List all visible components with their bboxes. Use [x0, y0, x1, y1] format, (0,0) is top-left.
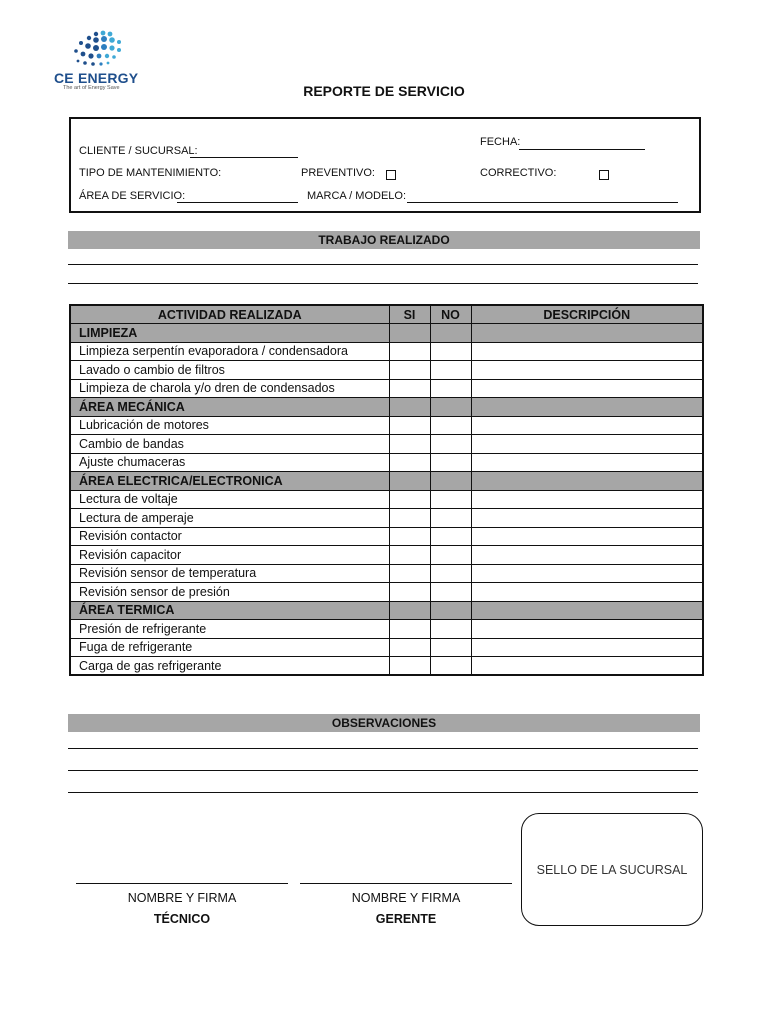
descripcion-cell[interactable] — [471, 361, 703, 380]
activity-table — [69, 304, 704, 676]
activity-cell: Ajuste chumaceras — [70, 453, 389, 472]
si-cell[interactable] — [389, 342, 430, 361]
no-cell — [430, 601, 471, 620]
section-title: LIMPIEZA — [70, 324, 389, 343]
area-servicio-label: ÁREA DE SERVICIO: — [79, 190, 186, 202]
descripcion-cell[interactable] — [471, 435, 703, 454]
table-row — [70, 342, 703, 361]
header-si: SI — [389, 305, 430, 324]
gerente-signature-line[interactable] — [300, 883, 512, 884]
logo-dots-icon — [66, 30, 128, 70]
no-cell[interactable] — [430, 546, 471, 565]
no-cell — [430, 398, 471, 417]
no-cell[interactable] — [430, 564, 471, 583]
si-cell — [389, 398, 430, 417]
descripcion-cell[interactable] — [471, 527, 703, 546]
no-cell[interactable] — [430, 490, 471, 509]
section-title: ÁREA ELECTRICA/ELECTRONICA — [70, 472, 389, 491]
si-cell[interactable] — [389, 564, 430, 583]
no-cell[interactable] — [430, 435, 471, 454]
logo-tagline: The art of Energy Save — [63, 85, 120, 91]
section-title: ÁREA MECÁNICA — [70, 398, 389, 417]
activity-cell: Lectura de voltaje — [70, 490, 389, 509]
header-descripcion: DESCRIPCIÓN — [471, 305, 703, 324]
observaciones-line-1[interactable] — [68, 748, 698, 749]
table-header-row — [70, 305, 703, 324]
si-cell — [389, 601, 430, 620]
si-cell[interactable] — [389, 416, 430, 435]
activity-cell: Carga de gas refrigerante — [70, 657, 389, 676]
no-cell[interactable] — [430, 527, 471, 546]
activity-cell: Lectura de amperaje — [70, 509, 389, 528]
table-row — [70, 546, 703, 565]
tecnico-signature-line[interactable] — [76, 883, 288, 884]
observaciones-line-2[interactable] — [68, 770, 698, 771]
table-row — [70, 564, 703, 583]
no-cell[interactable] — [430, 638, 471, 657]
activity-cell: Lubricación de motores — [70, 416, 389, 435]
trabajo-line-1[interactable] — [68, 264, 698, 265]
table-row — [70, 453, 703, 472]
trabajo-line-2[interactable] — [68, 283, 698, 284]
descripcion-cell[interactable] — [471, 620, 703, 639]
descripcion-cell[interactable] — [471, 416, 703, 435]
descripcion-cell — [471, 324, 703, 343]
header-no: NO — [430, 305, 471, 324]
table-row — [70, 509, 703, 528]
table-row — [70, 583, 703, 602]
descripcion-cell[interactable] — [471, 546, 703, 565]
table-row — [70, 638, 703, 657]
descripcion-cell[interactable] — [471, 379, 703, 398]
document-title: REPORTE DE SERVICIO — [303, 83, 465, 99]
no-cell[interactable] — [430, 509, 471, 528]
no-cell[interactable] — [430, 657, 471, 676]
activity-cell: Revisión sensor de temperatura — [70, 564, 389, 583]
cliente-field[interactable] — [190, 157, 298, 158]
activity-cell: Lavado o cambio de filtros — [70, 361, 389, 380]
observaciones-line-3[interactable] — [68, 792, 698, 793]
activity-cell: Revisión contactor — [70, 527, 389, 546]
descripcion-cell — [471, 601, 703, 620]
si-cell[interactable] — [389, 620, 430, 639]
gerente-role-label: GERENTE — [375, 912, 437, 926]
no-cell[interactable] — [430, 379, 471, 398]
fecha-field[interactable] — [519, 149, 645, 150]
area-servicio-field[interactable] — [177, 202, 298, 203]
si-cell[interactable] — [389, 657, 430, 676]
logo-name: CE ENERGY — [54, 70, 139, 86]
correctivo-label: CORRECTIVO: — [480, 167, 557, 179]
table-row — [70, 416, 703, 435]
gerente-name-label: NOMBRE Y FIRMA — [351, 891, 461, 905]
table-body — [70, 324, 703, 676]
tecnico-role-label: TÉCNICO — [153, 912, 211, 926]
si-cell — [389, 324, 430, 343]
table-row — [70, 620, 703, 639]
no-cell[interactable] — [430, 620, 471, 639]
no-cell[interactable] — [430, 453, 471, 472]
si-cell[interactable] — [389, 361, 430, 380]
section-row — [70, 398, 703, 417]
preventivo-checkbox[interactable] — [386, 170, 396, 180]
header-actividad: ACTIVIDAD REALIZADA — [70, 305, 389, 324]
trabajo-realizado-header: TRABAJO REALIZADO — [68, 231, 700, 249]
si-cell[interactable] — [389, 509, 430, 528]
descripcion-cell[interactable] — [471, 509, 703, 528]
preventivo-label: PREVENTIVO: — [301, 167, 375, 179]
no-cell[interactable] — [430, 361, 471, 380]
si-cell — [389, 472, 430, 491]
cliente-label: CLIENTE / SUCURSAL: — [79, 145, 198, 157]
si-cell[interactable] — [389, 379, 430, 398]
si-cell[interactable] — [389, 453, 430, 472]
si-cell[interactable] — [389, 490, 430, 509]
descripcion-cell[interactable] — [471, 583, 703, 602]
section-row — [70, 324, 703, 343]
activity-cell: Revisión sensor de presión — [70, 583, 389, 602]
descripcion-cell — [471, 398, 703, 417]
observaciones-header: OBSERVACIONES — [68, 714, 700, 732]
no-cell — [430, 324, 471, 343]
table-row — [70, 527, 703, 546]
tipo-mantenimiento-label: TIPO DE MANTENIMIENTO: — [79, 167, 222, 179]
table-row — [70, 490, 703, 509]
descripcion-cell[interactable] — [471, 657, 703, 676]
table-row — [70, 361, 703, 380]
marca-modelo-label: MARCA / MODELO: — [307, 190, 407, 202]
activity-cell: Limpieza serpentín evaporadora / condensadora — [70, 342, 389, 361]
descripcion-cell[interactable] — [471, 490, 703, 509]
section-row — [70, 472, 703, 491]
no-cell — [430, 472, 471, 491]
stamp-box — [521, 813, 703, 926]
info-box — [69, 117, 701, 213]
table-row — [70, 657, 703, 676]
si-cell[interactable] — [389, 638, 430, 657]
tecnico-name-label: NOMBRE Y FIRMA — [127, 891, 237, 905]
activity-cell: Presión de refrigerante — [70, 620, 389, 639]
no-cell[interactable] — [430, 583, 471, 602]
table-row — [70, 379, 703, 398]
no-cell[interactable] — [430, 342, 471, 361]
stamp-label: SELLO DE LA SUCURSAL — [536, 862, 688, 877]
section-row — [70, 601, 703, 620]
marca-modelo-field[interactable] — [407, 202, 678, 203]
no-cell[interactable] — [430, 416, 471, 435]
activity-cell: Cambio de bandas — [70, 435, 389, 454]
descripcion-cell[interactable] — [471, 638, 703, 657]
activity-cell: Limpieza de charola y/o dren de condensados — [70, 379, 389, 398]
fecha-label: FECHA: — [480, 136, 521, 148]
descripcion-cell[interactable] — [471, 453, 703, 472]
correctivo-checkbox[interactable] — [599, 170, 609, 180]
si-cell[interactable] — [389, 435, 430, 454]
si-cell[interactable] — [389, 583, 430, 602]
descripcion-cell[interactable] — [471, 564, 703, 583]
si-cell[interactable] — [389, 527, 430, 546]
activity-cell: Fuga de refrigerante — [70, 638, 389, 657]
table-row — [70, 435, 703, 454]
si-cell[interactable] — [389, 546, 430, 565]
activity-cell: Revisión capacitor — [70, 546, 389, 565]
descripcion-cell — [471, 472, 703, 491]
descripcion-cell[interactable] — [471, 342, 703, 361]
section-title: ÁREA TERMICA — [70, 601, 389, 620]
